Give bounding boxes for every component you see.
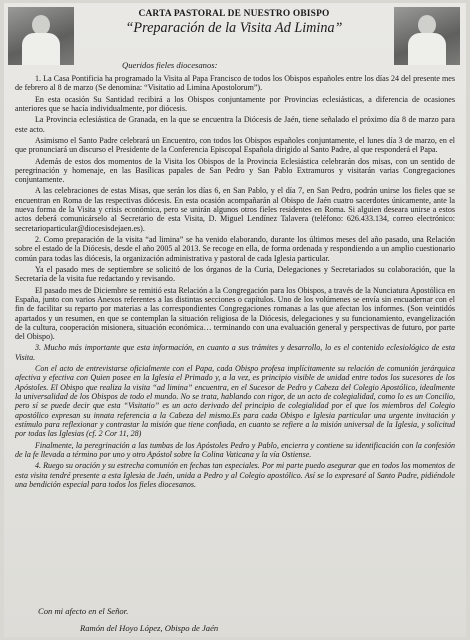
closing-line: Con mi afecto en el Señor. [38, 606, 129, 616]
photo-body-shape [22, 33, 60, 65]
letter-body [15, 74, 455, 489]
greeting: Queridos fieles diocesanos: [122, 60, 218, 70]
signature: Ramón del Hoyo López, Obispo de Jaén [80, 623, 219, 633]
paragraph: 3. Mucho más importante que esta información, en cuanto a sus trámites y desarrollo, lo es el contenido eclesiológico de esta Visita. [15, 343, 455, 362]
bishop-photo [8, 7, 74, 65]
pastoral-letter-page [4, 3, 466, 637]
pope-photo [394, 7, 460, 65]
paragraph: La Provincia eclesiástica de Granada, en la que se encuentra la Diócesis de Jaén, tiene señalado el próximo día 8 de marzo para este acto. [15, 115, 455, 134]
letter-subtitle: “Preparación de la Visita Ad Limina” [125, 20, 343, 36]
paragraph: Asimismo el Santo Padre celebrará un Encuentro, con todos los Obispos españoles conjuntamente, el lunes día 3 de marzo, en el que pronunciará un discurso el Presidente de la Conferencia Episcopal Española dirigido al Santo Padre, al que responderá el Papa. [15, 135, 455, 155]
photo-head-shape [418, 15, 436, 35]
photo-head-shape [32, 15, 50, 35]
paragraph: A las celebraciones de estas Misas, que serán los días 6, en San Pablo, y el día 7, en San Pedro, podrán unirse los fieles que se encuentran en Roma de las respectivas diócesis. En esta ocasión acompañarán al Obispo de Jaén cuatro sacerdotes únicamente, ante la nueva forma de la Visita y crisis económica, pero se unirán algunos otros fieles residentes en Roma. Si alguien deseara unirse a estos actos deberá comunicárselo al Secretario de esta Visita, D. Miguel Lendínez Talavera (teléfono: 626.433.134, correo electrónico: secretarioparticular@diocesisdejaen.es). [15, 186, 455, 233]
paragraph: En esta ocasión Su Santidad recibirá a los Obispos conjuntamente por Provincias eclesiásticas, a diferencia de ocasiones anteriores que se hacía individualmente, por diócesis. [15, 94, 455, 113]
paragraph: 2. Como preparación de la visita “ad limina” se ha venido elaborando, durante los últimos meses del año pasado, una Relación sobre el estado de la Diócesis, desde el año 2005 al 2013. Se recoge en ella, de forma ordenada y respondiendo a un amplio cuestionario común para todas las diócesis, la organización administrativa y pastoral de cada Iglesia particular. [15, 235, 455, 263]
paragraph: El pasado mes de Diciembre se remitió esta Relación a la Congregación para los Obispos, a través de la Nunciatura Apostólica en España, junto con varios Anexos referentes a las distintas secciones o capítulos. Uno de los volúmenes se envía sin encuadernar con el fin de facilitar su reparto por materias a las correspondientes Congregaciones romanas a las que afectan los informes. (Son veintidós apartados y un resumen, en que se contemplan la situación religiosa de la Diócesis, delegaciones y su funcionamiento, evangelización de la cultura, cooperación misionera, situación económica… terminando con una evaluación general y perspectivas de futuro, por parte del Obispo). [15, 285, 455, 342]
paragraph: 1. La Casa Pontificia ha programado la Visita al Papa Francisco de todos los Obispos españoles entre los días 24 del presente mes de febrero al 8 de marzo (Se denomina: “Visitatio ad Limina Apostolorum”). [15, 74, 455, 93]
photo-body-shape [408, 33, 446, 65]
paragraph: Ya el pasado mes de septiembre se solicitó de los órganos de la Curia, Delegaciones y Secretariados su colaboración, que la Secretaría de la visita fue redactando y revisando. [15, 264, 455, 284]
paragraph: Con el acto de entrevistarse oficialmente con el Papa, cada Obispo profesa implícitamente su relación de comunión jerárquica afectiva y efectiva con Quien posee en la Iglesia el Primado y, a la vez, es principio visible de unidad entre todos los sucesores de los Apóstoles. El Obispo que realiza la visita “ad limina” encuentra, en el Sucesor de Pedro y Cabeza del Colegio Apostólico, idealmente la universalidad de los Obispos de todo el mundo. No se trata, hablando con rigor, de un acto de colegialidad, como lo es un Concilio, pero sí se puede decir que esta “Visitatio” es un acto derivado del principio de colegialidad por el que los miembros del Colegio apostólico expresan su innata referencia a la Cabeza del mismo.Es para cada Obispo e Iglesia particular una urgente invitación y estímulo para reflexionar y contrastar la misión que tiene confiada, en cuanto se refiere a la misión universal de la Iglesia, y solicitud por todas las Iglesias (cf. 2 Cor 11, 28) [15, 364, 455, 439]
paragraph: 4. Ruego su oración y su estrecha comunión en fechas tan especiales. Por mi parte puedo asegurar que en todos los momentos de esta visita tendré presente a esta Iglesia de Jaén, unida a Pedro y al Colegio apostólico. Así se lo expresaré al Santo Padre, pidiéndole una bendición especial para todos los fieles diocesanos. [15, 461, 455, 489]
letter-header-title: CARTA PASTORAL DE NUESTRO OBISPO [138, 9, 330, 19]
paragraph: Además de estos dos momentos de la Visita los Obispos de la Provincia Eclesiástica celebrarán dos misas, con un sentido de peregrinación y homenaje, en las Basílicas papales de San Pedro y San Pablo Extramuros y visitarán varias Congregaciones conjuntamente. [15, 156, 455, 185]
paragraph: Finalmente, la peregrinación a las tumbas de los Apóstoles Pedro y Pablo, encierra y contiene su identificación con la confesión de la fe llevada a término por uno y otro Apóstol sobre la Colina Vaticana y la vía Ostiense. [15, 440, 455, 459]
